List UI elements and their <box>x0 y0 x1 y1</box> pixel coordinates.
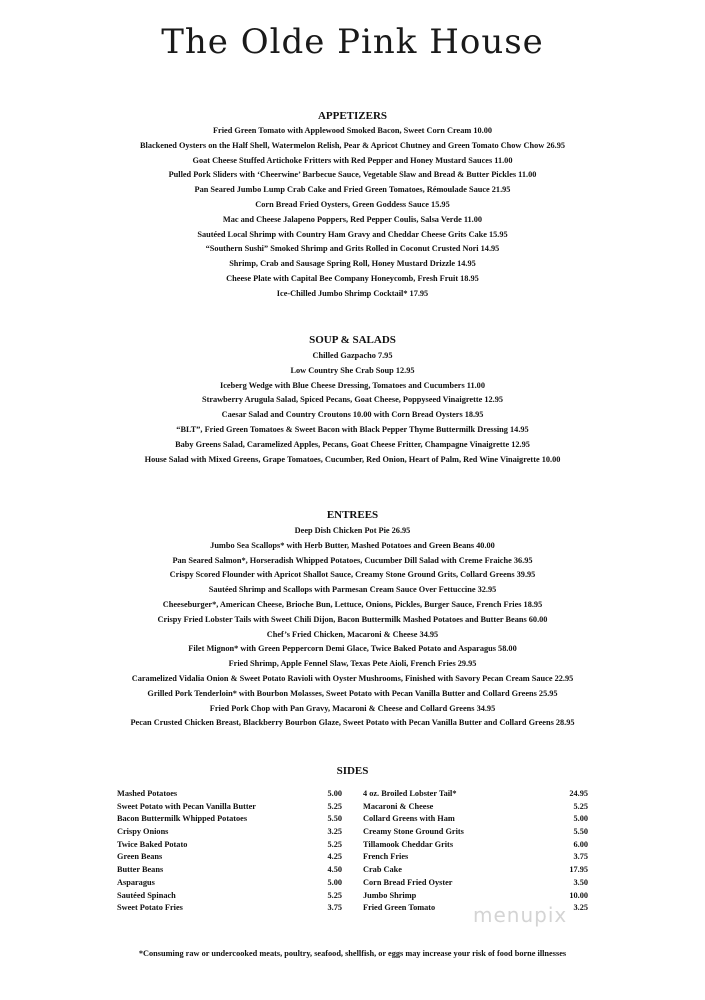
side-item-name: Butter Beans <box>117 865 164 875</box>
entrees-heading: ENTREES <box>326 509 379 521</box>
side-item <box>117 813 342 826</box>
menu-item: Strawberry Arugula Salad, Spiced Pecans, Goat Cheese, Poppyseed Vinaigrette 12.95 <box>201 395 504 405</box>
menu-item: Cheese Plate with Capital Bee Company Honeycomb, Fresh Fruit 18.95 <box>226 273 479 283</box>
side-item <box>117 826 342 839</box>
side-item <box>363 839 588 852</box>
side-item-name: Green Beans <box>117 852 163 862</box>
side-item-price: 5.25 <box>327 890 342 900</box>
menu-item: Fried Green Tomato with Applewood Smoked Bacon, Sweet Corn Cream 10.00 <box>212 126 493 135</box>
side-item <box>363 877 588 890</box>
side-item-price: 3.50 <box>573 877 588 887</box>
side-item <box>117 851 342 864</box>
menu-item: Pan Seared Salmon*, Horseradish Whipped Potatoes, Cucumber Dill Salad with Creme Fraiche 36.95 <box>172 555 533 565</box>
sides-left-column <box>117 788 342 915</box>
menu-item: Shrimp, Crab and Sausage Spring Roll, Honey Mustard Drizzle 14.95 <box>229 259 476 269</box>
side-item-name: Macaroni & Cheese <box>363 801 434 811</box>
side-item-price: 3.25 <box>573 903 588 913</box>
menu-item: Crispy Scored Flounder with Apricot Shallot Sauce, Creamy Stone Ground Grits, Collard Greens 39.95 <box>169 570 536 580</box>
menu-item: “Southern Sushi” Smoked Shrimp and Grits Rolled in Coconut Crusted Nori 14.95 <box>205 244 500 254</box>
menu-item: Mac and Cheese Jalapeno Poppers, Red Pepper Coulis, Salsa Verde 11.00 <box>222 214 483 224</box>
side-item <box>363 826 588 839</box>
side-item-name: Bacon Buttermilk Whipped Potatoes <box>117 814 248 824</box>
menu-item: Sautéed Shrimp and Scallops with Parmesan Cream Sauce Over Fettuccine 32.95 <box>208 585 497 595</box>
side-item-name: Tillamook Cheddar Grits <box>363 839 454 849</box>
side-item-name: Jumbo Shrimp <box>363 890 417 900</box>
side-item-name: Sweet Potato Fries <box>117 903 183 913</box>
menu-item: Crispy Fried Lobster Tails with Sweet Chili Dijon, Bacon Buttermilk Mashed Potatoes and Butter Beans 60.00 <box>157 614 548 624</box>
side-item <box>117 788 342 801</box>
menu-item: Chilled Gazpacho 7.95 <box>312 351 393 360</box>
side-item-name: Sweet Potato with Pecan Vanilla Butter <box>117 801 256 811</box>
sides-right-column <box>363 788 588 915</box>
side-item-name: Collard Greens with Ham <box>363 814 455 824</box>
side-item-price: 6.00 <box>573 839 588 849</box>
menu-item: Chef’s Fried Chicken, Macaroni & Cheese 34.95 <box>266 629 439 639</box>
side-item-price: 5.00 <box>573 814 588 824</box>
menu-item: Low Country She Crab Soup 12.95 <box>290 365 415 375</box>
side-item <box>363 801 588 814</box>
side-item-price: 5.25 <box>573 801 588 811</box>
soup-salads-list <box>0 349 705 467</box>
side-item <box>363 813 588 826</box>
side-item-name: Twice Baked Potato <box>117 839 188 849</box>
menu-item: Deep Dish Chicken Pot Pie 26.95 <box>294 526 411 535</box>
menu-item: Pulled Pork Sliders with ‘Cheerwine’ Barbecue Sauce, Vegetable Slaw and Bread & Butter Pickles 11.00 <box>168 170 537 180</box>
menu-item: Caramelized Vidalia Onion & Sweet Potato Ravioli with Oyster Mushrooms, Finished with Savory Pecan Cream Sauce 22.95 <box>131 673 574 683</box>
side-item <box>117 890 342 903</box>
menu-item: Jumbo Sea Scallops* with Herb Butter, Mashed Potatoes and Green Beans 40.00 <box>210 540 495 550</box>
menu-item: Corn Bread Fried Oysters, Green Goddess Sauce 15.95 <box>255 199 450 209</box>
side-item <box>117 877 342 890</box>
side-item-name: Fried Green Tomato <box>363 903 436 913</box>
side-item <box>363 788 588 801</box>
menu-item: Goat Cheese Stuffed Artichoke Fritters with Red Pepper and Honey Mustard Sauces 11.00 <box>192 155 513 165</box>
side-item-price: 17.95 <box>569 865 588 875</box>
appetizers-list <box>0 124 705 302</box>
appetizers-heading: APPETIZERS <box>317 110 388 122</box>
side-item-price: 5.00 <box>327 789 342 798</box>
side-item-name: Crab Cake <box>363 865 402 875</box>
side-item-name: Crispy Onions <box>117 827 169 837</box>
menu-item: Caesar Salad and Country Croutons 10.00 with Corn Bread Oysters 18.95 <box>221 410 484 420</box>
side-item-name: Sautéed Spinach <box>117 890 176 900</box>
side-item <box>117 902 342 915</box>
menu-item: Grilled Pork Tenderloin* with Bourbon Molasses, Sweet Potato with Pecan Vanilla Butter and Collard Greens 25.95 <box>147 688 558 698</box>
side-item-name: Mashed Potatoes <box>117 789 178 798</box>
side-item-price: 5.50 <box>327 814 342 824</box>
side-item-price: 3.75 <box>573 852 588 862</box>
menu-item: Sautéed Local Shrimp with Country Ham Gravy and Cheddar Cheese Grits Cake 15.95 <box>197 229 508 239</box>
sides-heading: SIDES <box>336 765 369 777</box>
menu-title: The Olde Pink House <box>161 22 544 62</box>
menu-item: Pan Seared Jumbo Lump Crab Cake and Fried Green Tomatoes, Rémoulade Sauce 21.95 <box>194 185 511 195</box>
menu-item: Filet Mignon* with Green Peppercorn Demi Glace, Twice Baked Potato and Asparagus 58.00 <box>188 644 517 654</box>
menu-item: Pecan Crusted Chicken Breast, Blackberry Bourbon Glaze, Sweet Potato with Pecan Vanilla Butter and Collard Greens 28.95 <box>130 718 575 728</box>
entrees-list <box>0 524 705 731</box>
soup-salads-heading: SOUP & SALADS <box>309 334 396 346</box>
food-safety-disclaimer: *Consuming raw or undercooked meats, poultry, seafood, shellfish, or eggs may increase your risk of food borne illnesses <box>138 949 567 958</box>
side-item-price: 10.00 <box>569 890 588 900</box>
side-item-price: 5.25 <box>327 839 342 849</box>
menu-item: Fried Shrimp, Apple Fennel Slaw, Texas Pete Aioli, French Fries 29.95 <box>228 659 477 669</box>
side-item <box>117 839 342 852</box>
side-item-price: 3.75 <box>327 903 342 913</box>
menu-item: Baby Greens Salad, Caramelized Apples, Pecans, Goat Cheese Fritter, Champagne Vinaigrette 12.95 <box>175 439 530 449</box>
side-item <box>117 864 342 877</box>
side-item-price: 3.25 <box>327 827 342 837</box>
side-item-name: Creamy Stone Ground Grits <box>363 827 464 837</box>
menu-item: Ice-Chilled Jumbo Shrimp Cocktail* 17.95 <box>276 288 429 298</box>
side-item-price: 4.25 <box>327 852 342 862</box>
side-item-price: 5.25 <box>327 801 342 811</box>
menu-item: Iceberg Wedge with Blue Cheese Dressing, Tomatoes and Cucumbers 11.00 <box>220 380 485 390</box>
menu-item: Blackened Oysters on the Half Shell, Watermelon Relish, Pear & Apricot Chutney and Green Tomato Chow Chow 26.95 <box>140 140 565 150</box>
side-item-name: Asparagus <box>117 877 155 887</box>
side-item-price: 5.50 <box>573 827 588 837</box>
side-item-price: 5.00 <box>327 877 342 887</box>
side-item-name: Corn Bread Fried Oyster <box>363 877 453 887</box>
side-item-price: 4.50 <box>327 865 342 875</box>
side-item-name: French Fries <box>363 852 409 862</box>
menu-item: Cheeseburger*, American Cheese, Brioche Bun, Lettuce, Onions, Pickles, Burger Sauce, French Fries 18.95 <box>162 599 543 609</box>
menu-item: “BLT”, Fried Green Tomatoes & Sweet Bacon with Black Pepper Thyme Buttermilk Dressing 14.95 <box>176 424 529 434</box>
side-item-name: 4 oz. Broiled Lobster Tail* <box>363 789 457 798</box>
side-item <box>363 864 588 877</box>
menu-item: Fried Pork Chop with Pan Gravy, Macaroni & Cheese and Collard Greens 34.95 <box>209 703 496 713</box>
side-item <box>117 801 342 814</box>
menupix-watermark: menupix <box>473 903 568 927</box>
side-item-price: 24.95 <box>569 789 588 798</box>
side-item <box>363 890 588 903</box>
menu-item: House Salad with Mixed Greens, Grape Tomatoes, Cucumber, Red Onion, Heart of Palm, Red Wine Vinaigrette 10.00 <box>144 454 561 464</box>
side-item <box>363 851 588 864</box>
